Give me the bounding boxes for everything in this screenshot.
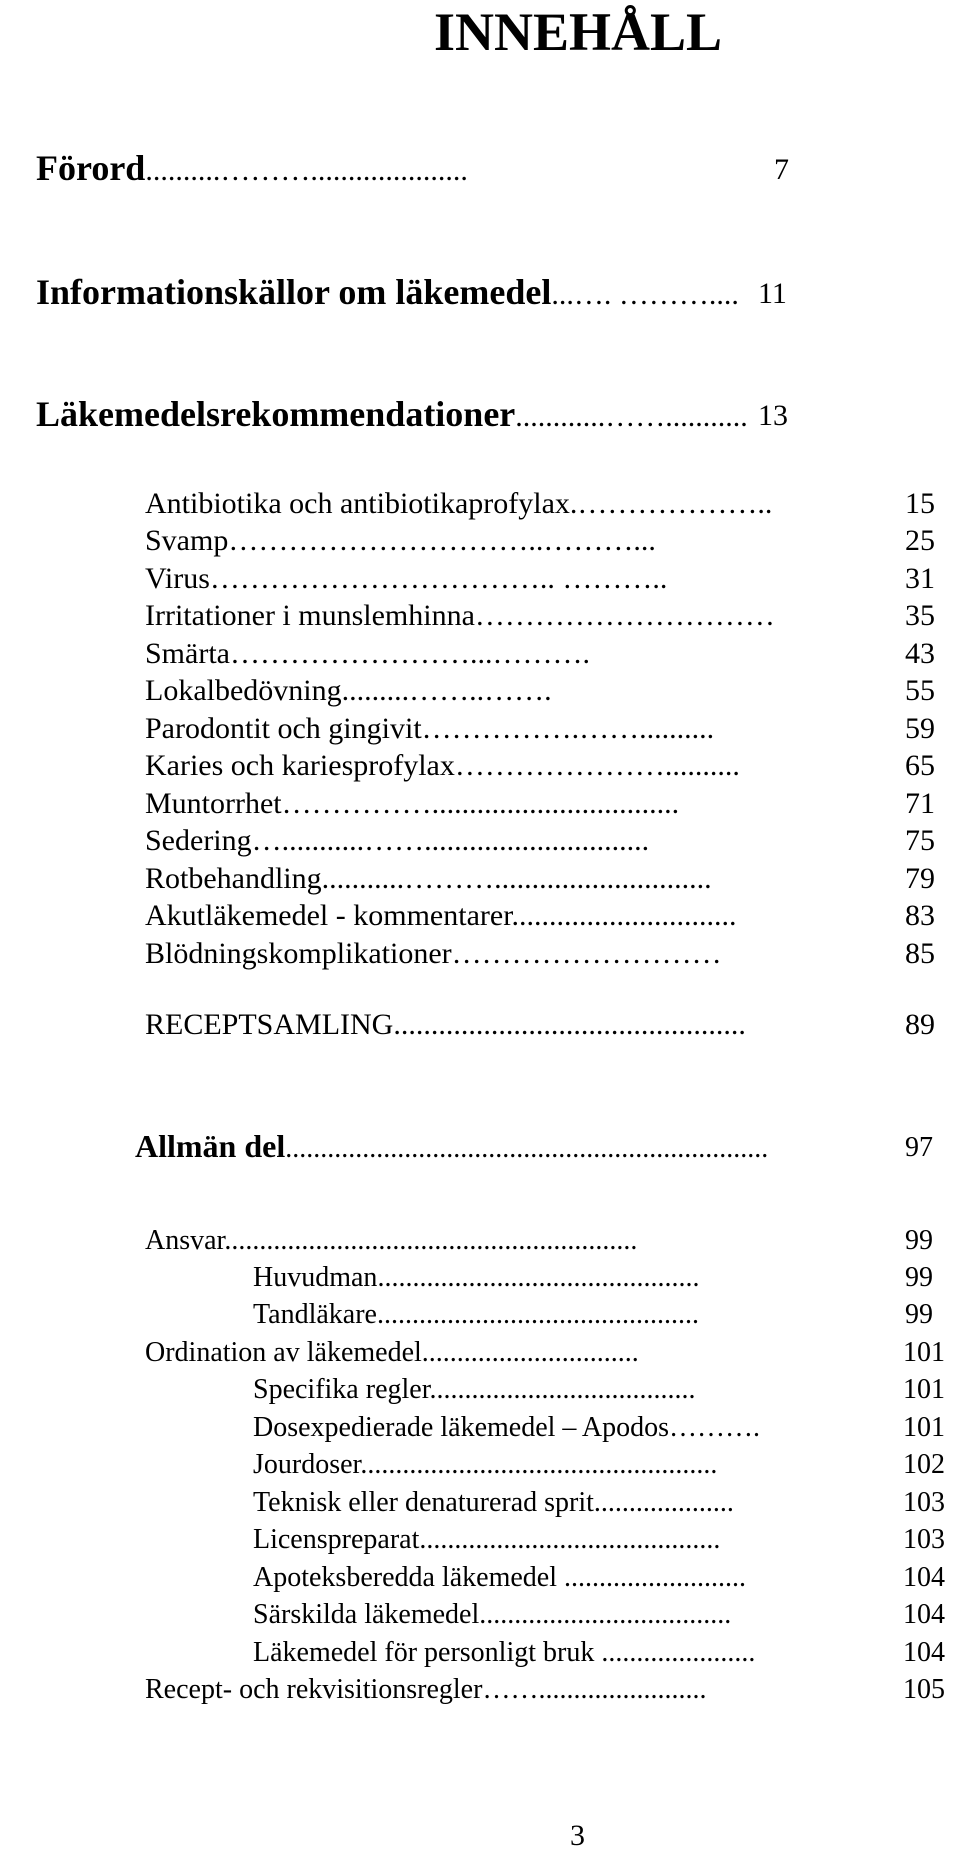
toc-page-number: 7 <box>774 153 789 186</box>
toc-leader-dots: .........……..……. <box>341 674 552 707</box>
toc-entry-label: Särskilda läkemedel <box>253 1599 480 1630</box>
toc-leader-dots: ..................................................................... <box>285 1133 769 1164</box>
toc-page-number: 35 <box>905 599 935 632</box>
toc-entry-specifika-regler[interactable] <box>253 1372 945 1408</box>
toc-entry-label: Dosexpedierade läkemedel – Apodos <box>253 1412 669 1443</box>
toc-entry-licenspreparat[interactable] <box>253 1522 945 1558</box>
toc-leader-dots: …………………………….. ……….. <box>209 562 668 595</box>
toc-entry-label: Smärta <box>145 637 230 670</box>
toc-entry-sedering[interactable] <box>145 823 935 859</box>
toc-leader-dots: ……........................ <box>482 1674 707 1705</box>
toc-leader-dots: .......................... <box>563 1562 746 1593</box>
toc-entry-label: Ordination av läkemedel <box>145 1337 422 1368</box>
toc-entry-label: Ansvar <box>145 1225 225 1256</box>
toc-entry-blodningskomplikationer[interactable] <box>145 936 935 972</box>
toc-leader-dots: ............................... <box>421 1337 639 1368</box>
toc-entry-rotbehandling[interactable] <box>145 861 935 897</box>
toc-page-number: 103 <box>903 1487 945 1518</box>
toc-entry-apoteksberedda[interactable] <box>253 1560 945 1596</box>
toc-leader-dots: ........................................... <box>419 1524 721 1555</box>
toc-entry-irritationer[interactable] <box>145 598 935 634</box>
toc-leader-dots: ……………................................. <box>281 787 680 820</box>
toc-entry-teknisk-sprit[interactable] <box>253 1485 945 1521</box>
toc-entry-label: Irritationer i munslemhinna <box>145 599 475 632</box>
toc-page-number: 102 <box>903 1449 945 1480</box>
toc-leader-dots: .................... <box>593 1487 734 1518</box>
toc-entry-jourdoser[interactable] <box>253 1447 945 1483</box>
toc-entry-label: Antibiotika och antibiotikaprofylax <box>145 487 570 520</box>
toc-entry-label: Tandläkare <box>253 1299 377 1330</box>
toc-page-number: 99 <box>905 1262 933 1293</box>
toc-entry-label: Informationskällor om läkemedel <box>36 272 552 312</box>
toc-leader-dots: .……………….. <box>569 487 773 520</box>
toc-page-number: 43 <box>905 637 935 670</box>
toc-page-number: 13 <box>758 399 788 432</box>
toc-leader-dots: .............................................. <box>376 1299 699 1330</box>
toc-entry-label: Förord <box>36 148 146 188</box>
toc-page-number: 31 <box>905 562 935 595</box>
toc-entry-label: RECEPTSAMLING <box>145 1008 394 1041</box>
toc-entry-huvudman[interactable] <box>253 1260 933 1296</box>
toc-entry-allman-del[interactable] <box>135 1126 933 1169</box>
toc-leader-dots: .................................... <box>479 1599 732 1630</box>
toc-leader-dots: ........................................................... <box>224 1225 638 1256</box>
toc-entry-label: Jourdoser <box>253 1449 361 1480</box>
toc-page-number: 85 <box>905 937 935 970</box>
toc-page-number: 99 <box>905 1225 933 1256</box>
toc-entry-label: Lokalbedövning <box>145 674 342 707</box>
toc-leader-dots: ……………………… <box>451 937 722 970</box>
toc-entry-sarskilda[interactable] <box>253 1597 945 1633</box>
toc-entry-informationskallor[interactable] <box>36 270 787 317</box>
toc-entry-label: Läkemedel för personligt bruk <box>253 1637 602 1668</box>
toc-page-number: 65 <box>905 749 935 782</box>
toc-entry-tandlakare[interactable] <box>253 1297 933 1333</box>
toc-entry-label: Recept- och rekvisitionsregler <box>145 1674 483 1705</box>
toc-page-number: 55 <box>905 674 935 707</box>
toc-leader-dots: ………………………… <box>474 599 775 632</box>
toc-entry-label: Muntorrhet <box>145 787 282 820</box>
toc-page-number: 104 <box>903 1637 945 1668</box>
toc-page-number: 105 <box>903 1674 945 1705</box>
toc-entry-label: Karies och kariesprofylax <box>145 749 455 782</box>
toc-entry-label: Rotbehandling <box>145 862 322 895</box>
toc-page-number: 104 <box>903 1562 945 1593</box>
toc-page-number: 101 <box>903 1337 945 1368</box>
toc-page-number: 25 <box>905 524 935 557</box>
toc-page-number: 71 <box>905 787 935 820</box>
toc-entry-label: Teknisk eller denaturerad sprit <box>253 1487 594 1518</box>
toc-page-number: 15 <box>905 487 935 520</box>
toc-leader-dots: ...................... <box>601 1637 756 1668</box>
toc-page-number: 101 <box>903 1374 945 1405</box>
toc-page-number: 75 <box>905 824 935 857</box>
toc-entry-ansvar[interactable] <box>145 1223 933 1259</box>
toc-entry-label: Läkemedelsrekommendationer <box>36 394 516 434</box>
toc-leader-dots: …...........…….............................. <box>251 824 650 857</box>
toc-entry-lokalbedovning[interactable] <box>145 673 935 709</box>
toc-leader-dots: …………….…….......... <box>421 712 715 745</box>
page-number: 3 <box>570 1819 585 1852</box>
toc-leader-dots: ………………….......... <box>454 749 740 782</box>
toc-entry-dosexpedierade[interactable] <box>253 1410 945 1446</box>
toc-entry-label: Akutläkemedel - kommentarer <box>145 899 512 932</box>
toc-entry-forord[interactable] <box>36 146 789 193</box>
toc-leader-dots: ................................................... <box>360 1449 718 1480</box>
toc-entry-label: Svamp <box>145 524 229 557</box>
toc-page-number: 59 <box>905 712 935 745</box>
toc-entry-lakemedelsrekommendationer[interactable] <box>36 392 788 439</box>
toc-leader-dots: ..........………..................... <box>145 154 468 187</box>
toc-entry-karies[interactable] <box>145 748 935 784</box>
toc-entry-receptsamling[interactable] <box>145 1007 935 1043</box>
toc-leader-dots: ............……........... <box>515 400 748 433</box>
toc-entry-label: Blödningskomplikationer <box>145 937 452 970</box>
toc-entry-label: Sedering <box>145 824 252 857</box>
toc-page-number: 97 <box>905 1132 933 1163</box>
toc-entry-muntorrhet[interactable] <box>145 786 935 822</box>
toc-entry-antibiotika[interactable] <box>145 486 935 522</box>
toc-page-number: 11 <box>758 277 787 310</box>
toc-entry-label: Allmän del <box>135 1128 286 1164</box>
toc-entry-recept-rekvisition[interactable] <box>145 1672 945 1708</box>
toc-leader-dots: ...................................... <box>429 1374 696 1405</box>
toc-page-number: 79 <box>905 862 935 895</box>
toc-entry-akutlakemedel[interactable] <box>145 898 935 934</box>
toc-leader-dots: ............................................... <box>393 1008 746 1041</box>
toc-entry-label: Apoteksberedda läkemedel <box>253 1562 564 1593</box>
toc-leader-dots: ...…. ……….... <box>551 278 739 311</box>
toc-entry-personligt-bruk[interactable] <box>253 1635 945 1671</box>
toc-entry-svamp[interactable] <box>145 523 935 559</box>
toc-leader-dots: ...........………............................. <box>321 862 712 895</box>
toc-entry-label: Licenspreparat <box>253 1524 420 1555</box>
toc-entry-label: Specifika regler <box>253 1374 430 1405</box>
toc-entry-label: Huvudman <box>253 1262 378 1293</box>
toc-entry-virus[interactable] <box>145 561 935 597</box>
toc-leader-dots: .............................. <box>511 899 737 932</box>
toc-page-number: 103 <box>903 1524 945 1555</box>
toc-page-number: 89 <box>905 1008 935 1041</box>
toc-leader-dots: ………. <box>668 1412 760 1443</box>
toc-entry-label: Virus <box>145 562 210 595</box>
page-title: INNEHÅLL <box>434 2 723 62</box>
toc-entry-ordination[interactable] <box>145 1335 945 1371</box>
toc-leader-dots: …………………………..………... <box>228 524 656 557</box>
toc-leader-dots: ……………………...………. <box>229 637 590 670</box>
toc-entry-parodontit[interactable] <box>145 711 935 747</box>
toc-leader-dots: .............................................. <box>377 1262 700 1293</box>
toc-entry-smarta[interactable] <box>145 636 935 672</box>
toc-entry-label: Parodontit och gingivit <box>145 712 422 745</box>
toc-page-number: 99 <box>905 1299 933 1330</box>
toc-page-number: 101 <box>903 1412 945 1443</box>
toc-page-number: 104 <box>903 1599 945 1630</box>
toc-page-number: 83 <box>905 899 935 932</box>
